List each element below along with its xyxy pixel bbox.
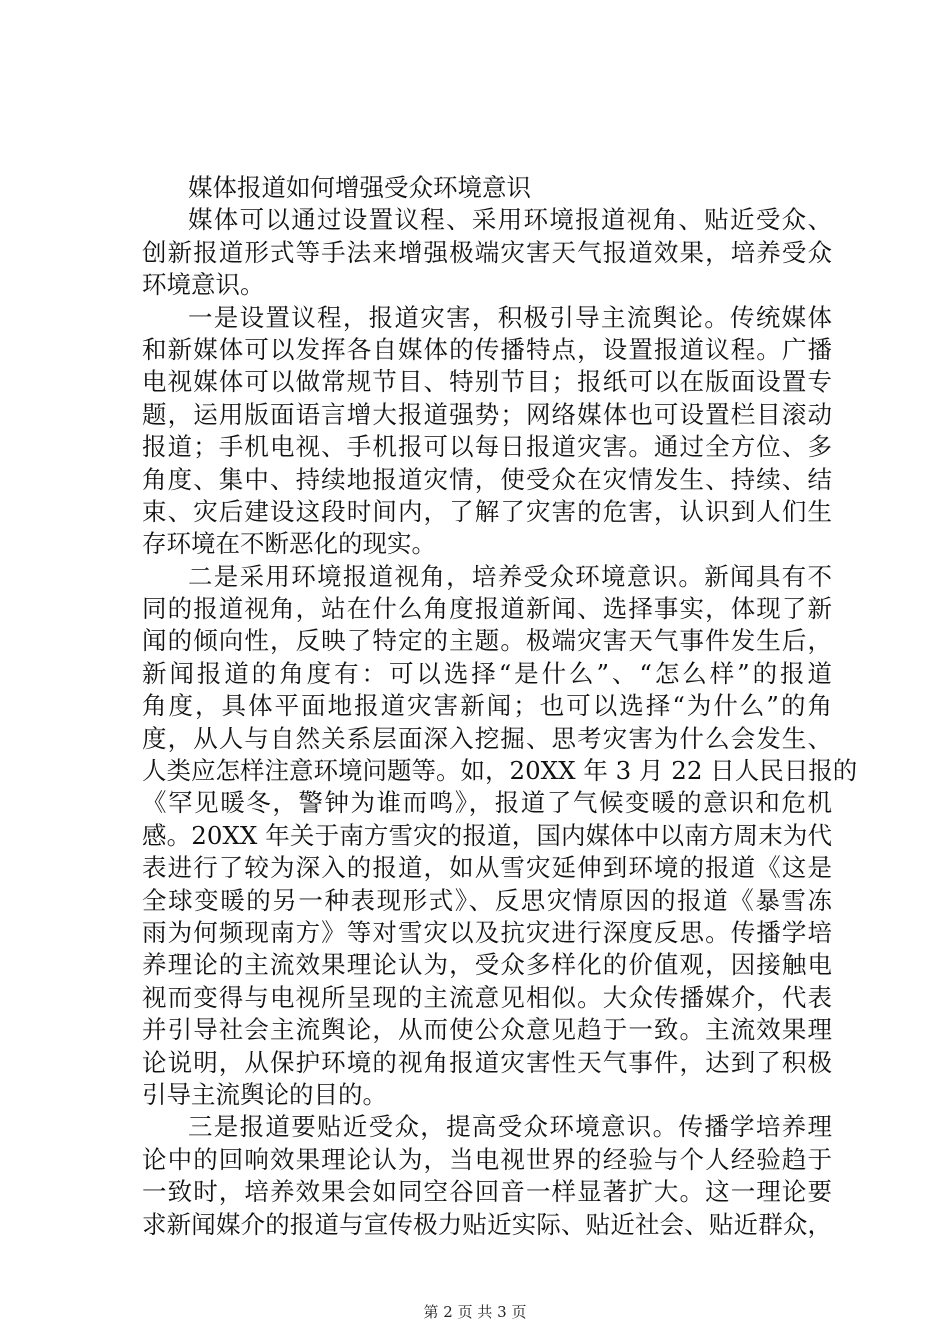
paragraph-line: 同的报道视角，站在什么角度报道新闻、选择事实，体现了新: [142, 594, 832, 624]
paragraph-line: 《罕见暖冬，警钟为谁而鸣》，报道了气候变暖的意识和危机: [142, 788, 832, 818]
paragraph-line: 报道；手机电视、手机报可以每日报道灾害。通过全方位、多: [142, 432, 832, 462]
paragraph-line: 视而变得与电视所呈现的主流意见相似。大众传播媒介，代表: [142, 982, 832, 1012]
document-body: [142, 172, 858, 1241]
paragraph-line: 养理论的主流效果理论认为，受众多样化的价值观，因接触电: [142, 950, 832, 980]
paragraph: [142, 302, 832, 561]
paragraph-line: 束、灾后建设这段时间内，了解了灾害的危害，认识到人们生: [142, 496, 832, 526]
paragraph-line: 论中的回响效果理论认为，当电视世界的经验与个人经验趋于: [142, 1144, 832, 1174]
paragraph-line: 创新报道形式等手法来增强极端灾害天气报道效果，培养受众: [142, 237, 832, 267]
page-footer: 第 2 页 共 3 页: [423, 1303, 527, 1321]
paragraph-line: 度，从人与自然关系层面深入挖掘、思考灾害为什么会发生、: [142, 723, 832, 753]
paragraph-line: 论说明，从保护环境的视角报道灾害性天气事件，达到了积极: [142, 1047, 832, 1077]
paragraph-list: [142, 204, 858, 1241]
paragraph-line: 表进行了较为深入的报道，如从雪灾延伸到环境的报道《这是: [142, 853, 832, 883]
paragraph-line: 求新闻媒介的报道与宣传极力贴近实际、贴近社会、贴近群众，: [142, 1209, 832, 1239]
paragraph-line: 题，运用版面语言增大报道强势；网络媒体也可设置栏目滚动: [142, 399, 832, 429]
paragraph-line: 闻的倾向性，反映了特定的主题。极端灾害天气事件发生后，: [142, 626, 832, 656]
paragraph: [142, 561, 858, 1112]
paragraph-line: 二是采用环境报道视角，培养受众环境意识。新闻具有不: [188, 561, 832, 591]
paragraph-line: 电视媒体可以做常规节目、特别节目；报纸可以在版面设置专: [142, 367, 832, 397]
paragraph-line: 一致时，培养效果会如同空谷回音一样显著扩大。这一理论要: [142, 1177, 832, 1207]
paragraph-line: 新闻报道的角度有：可以选择“是什么”、“怎么样”的报道: [142, 658, 832, 688]
paragraph-line: 人类应怎样注意环境问题等。如，20XX 年 3 月 22 日人民日报的: [142, 756, 858, 786]
paragraph-line: 环境意识。: [142, 270, 265, 300]
paragraph: [142, 1111, 832, 1241]
paragraph-line: 媒体可以通过设置议程、采用环境报道视角、贴近受众、: [188, 205, 832, 235]
paragraph-line: 一是设置议程，报道灾害，积极引导主流舆论。传统媒体: [188, 302, 832, 332]
paragraph-line: 三是报道要贴近受众，提高受众环境意识。传播学培养理: [188, 1112, 832, 1142]
paragraph-line: 全球变暖的另一种表现形式》、反思灾情原因的报道《暴雪冻: [142, 885, 832, 915]
document-title: 媒体报道如何增强受众环境意识: [188, 173, 531, 202]
paragraph-line: 雨为何频现南方》等对雪灾以及抗灾进行深度反思。传播学培: [142, 917, 832, 947]
paragraph-line: 并引导社会主流舆论，从而使公众意见趋于一致。主流效果理: [142, 1015, 832, 1045]
paragraph: [142, 204, 832, 301]
paragraph-line: 和新媒体可以发挥各自媒体的传播特点，设置报道议程。广播: [142, 334, 832, 364]
paragraph-line: 角度、集中、持续地报道灾情，使受众在灾情发生、持续、结: [142, 464, 832, 494]
paragraph-line: 感。20XX 年关于南方雪灾的报道，国内媒体中以南方周末为代: [142, 820, 832, 850]
paragraph-line: 引导主流舆论的目的。: [142, 1079, 387, 1109]
paragraph-line: 存环境在不断恶化的现实。: [142, 529, 436, 559]
paragraph-line: 角度，具体平面地报道灾害新闻；也可以选择“为什么”的角: [142, 691, 832, 721]
